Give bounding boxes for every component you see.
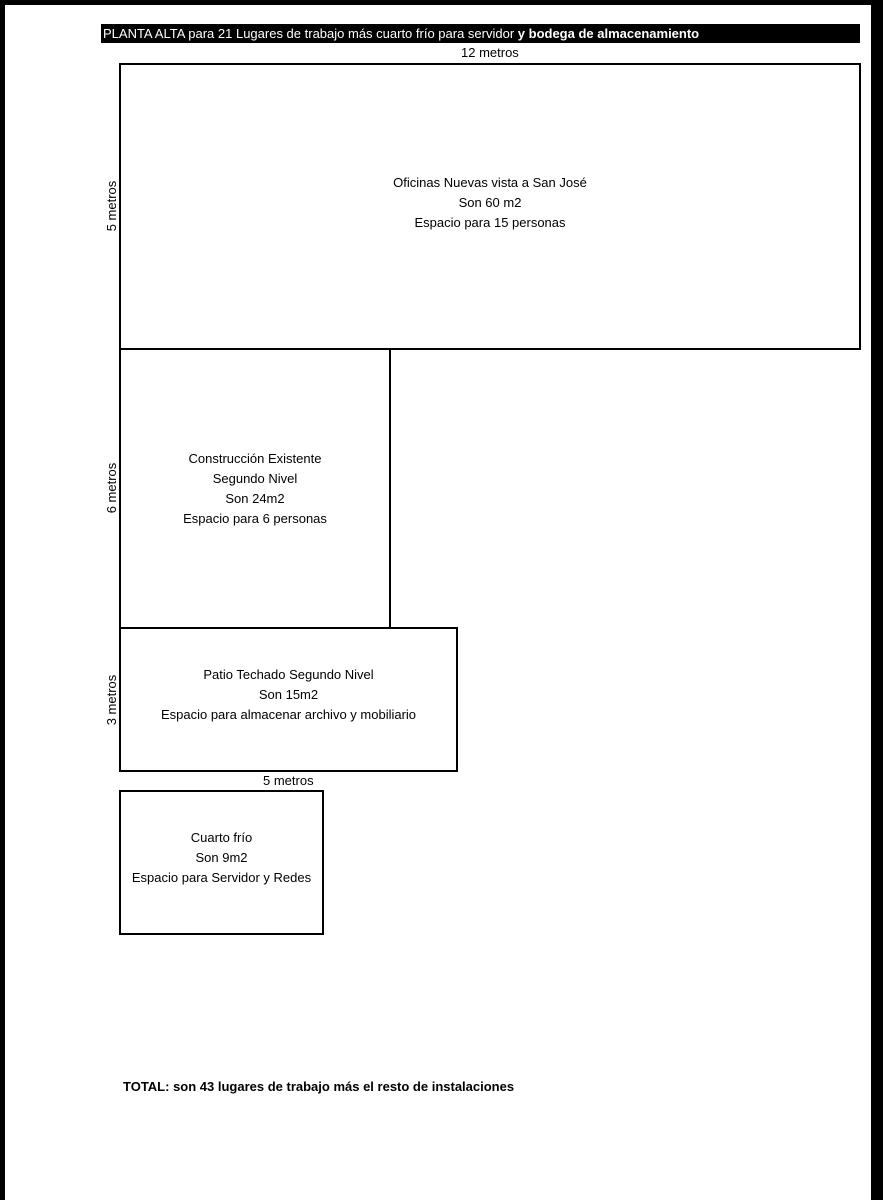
document-page <box>5 5 871 1200</box>
room-patio-label <box>161 665 416 725</box>
room-cold-room <box>119 790 324 935</box>
title-text: PLANTA ALTA para 21 Lugares de trabajo más cuarto frío para servidor <box>103 26 515 41</box>
room-existing-line: Construcción Existente <box>188 450 322 466</box>
page-title <box>101 24 860 43</box>
room-patio-line: Son 15m2 <box>258 686 319 702</box>
room-existing-label <box>183 449 327 529</box>
room-existing <box>119 348 391 629</box>
room-patio-line: Espacio para almacenar archivo y mobiliario <box>160 706 417 722</box>
room-patio <box>119 627 458 772</box>
room-cold-room-line: Cuarto frío <box>190 829 253 845</box>
dimension-existing-height: 6 metros <box>104 462 119 514</box>
total-summary: TOTAL: son 43 lugares de trabajo más el resto de instalaciones <box>123 1079 515 1094</box>
room-cold-room-line: Son 9m2 <box>195 849 248 865</box>
room-offices-line: Espacio para 15 personas <box>414 214 566 230</box>
dimension-top-width: 12 metros <box>461 45 519 60</box>
room-offices-line: Son 60 m2 <box>458 194 522 210</box>
room-existing-line: Espacio para 6 personas <box>183 510 327 526</box>
room-offices-line: Oficinas Nuevas vista a San José <box>393 174 587 190</box>
room-cold-room-label <box>132 828 311 888</box>
dimension-patio-height: 3 metros <box>104 674 119 726</box>
room-patio-line: Patio Techado Segundo Nivel <box>203 666 374 682</box>
room-offices <box>119 63 861 350</box>
room-cold-room-line: Espacio para Servidor y Redes <box>131 869 312 885</box>
dimension-patio-width: 5 metros <box>263 773 314 788</box>
room-offices-label <box>393 173 587 233</box>
room-existing-line: Son 24m2 <box>225 490 285 506</box>
title-bold-text: y bodega de almacenamiento <box>514 26 700 41</box>
room-existing-line: Segundo Nivel <box>212 470 298 486</box>
dimension-offices-height: 5 metros <box>104 180 119 232</box>
